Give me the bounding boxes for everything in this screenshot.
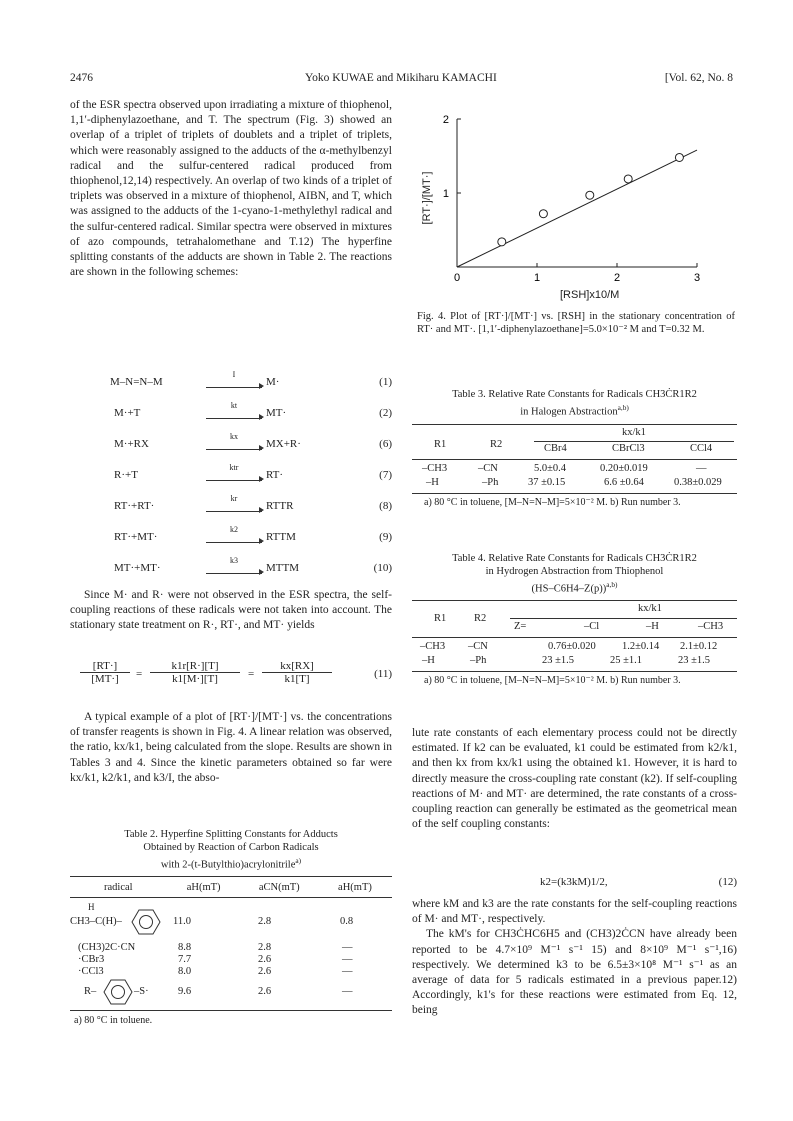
table3-note: a) 80 °C in toluene, [M–N=N–M]=5×10⁻² M. b) Run number 3.: [424, 496, 681, 508]
right-column-text-2: [412, 897, 737, 1019]
table3-cell: —: [696, 462, 707, 474]
x-tick-label: 1: [533, 272, 541, 284]
table3-body: [412, 425, 737, 503]
scheme-arrow: [206, 401, 262, 419]
table3-header: CBr4: [544, 442, 567, 454]
table2-cell: —: [342, 985, 353, 997]
scheme-arrow-label: kt: [230, 401, 238, 410]
table2-thio: –S·: [134, 985, 149, 997]
arrow-icon: [206, 441, 262, 450]
table2-caption-sup: a): [295, 856, 302, 865]
table2-radical: (CH3)2C·CN: [78, 941, 136, 953]
x-tick-label: 2: [613, 272, 621, 284]
table-2: [70, 828, 392, 1027]
table2-header: aH(mT): [338, 882, 372, 893]
scheme-lhs: RT·+MT·: [114, 531, 158, 543]
scheme-row: [110, 525, 392, 556]
table4-cell: 0.76±0.020: [548, 640, 596, 652]
scheme-row: [110, 432, 392, 463]
scheme-number: (7): [379, 469, 392, 481]
scheme-arrow-label: k3: [230, 556, 238, 565]
eq11-lhs-den: [MT·]: [91, 673, 119, 685]
table4-caption-line1: Table 4. Relative Rate Constants for Radicals CH3ĊR1R2: [452, 553, 697, 564]
table3-header-rule: [412, 459, 737, 460]
scheme-rhs: M·: [266, 376, 280, 388]
table3-header: R1: [434, 438, 447, 450]
table3-caption-sup: a,b): [617, 403, 629, 412]
table4-caption-sup: a,b): [606, 580, 618, 589]
table2-cell: —: [342, 953, 353, 965]
scheme-rhs: RTTR: [266, 500, 294, 512]
table4-cell: 1.2±0.14: [622, 640, 660, 652]
table4-cell: 25 ±1.1: [610, 654, 643, 666]
scheme-arrow-label: k2: [230, 525, 238, 534]
arrow-icon: [206, 503, 262, 512]
table2-cell: —: [342, 965, 353, 977]
table2-cell: 9.6: [178, 985, 192, 997]
table4-cell: 2.1±0.12: [680, 640, 718, 652]
table4-header: Z=: [514, 620, 527, 632]
table4-header: –Cl: [584, 620, 600, 632]
arrow-head-icon: [259, 476, 264, 482]
eq11-lhs-num: [RT·]: [92, 660, 118, 672]
scheme-number: (9): [379, 531, 392, 543]
table2-header: aCN(mT): [258, 882, 300, 893]
table3-cell: 0.38±0.029: [674, 476, 722, 488]
table3-cell: –Ph: [482, 476, 499, 488]
figure-4-plot: [412, 104, 737, 304]
table3-group-rule: [534, 441, 734, 442]
y-tick-label: 2: [442, 114, 449, 126]
y-tick-label: 1: [442, 188, 449, 200]
paragraph-esr: of the ESR spectra observed upon irradiating a mixture of thiophenol, 1,1′-diphenylazoethane, and T. The spectrum (Fig. 3) showed an overlap of a triplet of triplets of doublets and a triplet of triplets, which were reasonably assigned to the adducts of the α-methylbenzyl radical and the sulfur-centered radical produced from thiophenol,12,14) respectively. An overlap of two kinds of a triplet of triplets was observed in a mixture of thiophenol, AIBN, and T, which was assigned to the adducts of the 1-cyano-1-methylethyl radical and the sulfur-centered radical. Similar spectra were observed in mixtures of azo compounds, tetrahalomethane and T.12) The hyperfine splitting constants of the adducts are shown in Table 2. The reactions are shown in the following schemes:: [70, 99, 392, 279]
table-4: [412, 552, 737, 687]
table2-caption: [70, 828, 392, 872]
paragraph-stationary: Since M· and R· were not observed in the ESR spectra, the self-coupling reactions of these radicals were not taken into account. The stationary state treatment on R·, RT·, and MT· yields: [70, 589, 392, 632]
table4-cell: –CH3: [420, 640, 446, 652]
table4-cell: –Ph: [470, 654, 487, 666]
scheme-row: [110, 556, 392, 587]
table4-caption-line2: in Hydrogen Abstraction from Thiophenol: [485, 566, 664, 577]
table2-cell: 2.6: [258, 985, 272, 997]
figure-ylabel-wrap: [417, 148, 437, 258]
table2-caption-line1: Table 2. Hyperfine Splitting Constants for Adducts: [124, 829, 338, 840]
equation-11: [RT·] [MT·] = k1r[R·][T] k1[M·][T] = kx[RX] k1[T] (11): [80, 660, 392, 694]
scheme-arrow-label: kx: [230, 432, 238, 441]
eq12-number: (12): [718, 876, 737, 888]
scheme-lhs: R·+T: [114, 469, 138, 481]
paragraph-km: The kM's for CH3ĊHC6H5 and (CH3)2ĊCN have already been reported to be 4.7×10⁹ M⁻¹ s⁻¹ 15) and 8×10⁹ M⁻¹ s⁻¹,16) respectively. We determined k3 to be 6.5±3×10⁸ M⁻¹ s⁻¹ as an average of data for 5 radicals estimated in a previous paper.12) Accordingly, k1's for these reactions were estimated from Eq. 12, being: [412, 928, 737, 1017]
data-point: [624, 175, 632, 183]
table3-cell: –CH3: [422, 462, 448, 474]
table3-cell: 0.20±0.019: [600, 462, 648, 474]
table2-cell: 8.8: [178, 941, 192, 953]
table4-cell: –CN: [468, 640, 488, 652]
paragraph-absolute: lute rate constants of each elementary process could not be directly estimated. If k2 can be evaluated, k1 could be estimated from k2/k1, and then kx from kx/k1 using the obtained k1. However, it is hard to directly measure the cross-coupling rate constant (k2). If self-coupling reactions of M· and MT· are determined, the rate constants of a cross-coupling reaction can generally be estimated as the geometrical mean of the self coupling constants:: [412, 727, 737, 831]
arrow-head-icon: [259, 538, 264, 544]
table3-group-header: kx/k1: [622, 426, 646, 438]
table3-caption: [412, 388, 737, 419]
table-3: [412, 388, 737, 509]
benzene-ring-icon: [100, 976, 134, 1008]
scheme-row: [110, 370, 392, 401]
table3-caption-line1: Table 3. Relative Rate Constants for Radicals CH3ĊR1R2: [452, 389, 697, 400]
arrow-icon: [206, 379, 262, 388]
table4-header: –CH3: [698, 620, 724, 632]
arrow-head-icon: [259, 383, 264, 389]
table4-cell: 23 ±1.5: [542, 654, 575, 666]
arrow-head-icon: [259, 569, 264, 575]
figure-xlabel: [RSH]x10/M: [560, 289, 620, 301]
scheme-rhs: MX+R·: [266, 438, 301, 450]
table2-header: aH(mT): [186, 882, 221, 893]
page-number: 2476: [70, 72, 93, 84]
data-point: [539, 210, 547, 218]
scheme-rhs: MTTM: [266, 562, 299, 574]
scheme-arrow-label: I: [232, 370, 236, 379]
data-point: [586, 191, 594, 199]
scheme-arrow-label: kr: [230, 494, 238, 503]
scheme-row: [110, 401, 392, 432]
table4-header-rule: [412, 637, 737, 638]
table3-cell: –CN: [478, 462, 498, 474]
fit-line: [457, 150, 697, 267]
table4-cell: –H: [422, 654, 435, 666]
table4-header: –H: [646, 620, 659, 632]
table2-body: [70, 898, 392, 1018]
table2-header: radical: [104, 882, 133, 893]
scheme-row: [110, 463, 392, 494]
table2-radical: R–: [84, 985, 97, 997]
table4-note: a) 80 °C in toluene, [M–N=N–M]=5×10⁻² M. b) Run number 3.: [424, 674, 681, 686]
arrow-icon: [206, 472, 262, 481]
scheme-lhs: M·+T: [114, 407, 141, 419]
scheme-number: (6): [379, 438, 392, 450]
table2-h-label: H: [88, 901, 95, 912]
table3-header: CCl4: [690, 442, 713, 454]
journal-volume: [Vol. 62, No. 8: [664, 72, 733, 84]
arrow-head-icon: [259, 507, 264, 513]
table2-grid: [70, 879, 392, 897]
table4-cell: 23 ±1.5: [678, 654, 711, 666]
eq11-rhs-den: k1[T]: [284, 673, 310, 685]
table2-caption-line2: Obtained by Reaction of Carbon Radicals: [143, 842, 319, 853]
table2-cell: 2.8: [258, 941, 272, 953]
table3-cell: 37 ±0.15: [528, 476, 566, 488]
left-column: [70, 98, 392, 280]
benzene-ring-icon: [128, 906, 162, 938]
paragraph-where: where kM and k3 are the rate constants for the self-coupling reactions of M· and MT·, respectively.: [412, 898, 737, 926]
table2-radical: CH3–C(H)–: [70, 915, 122, 927]
table2-cell: 8.0: [178, 965, 192, 977]
scheme-arrow: [206, 370, 262, 388]
table2-radical: ·CCl3: [78, 965, 104, 977]
arrow-head-icon: [259, 445, 264, 451]
scheme-number: (1): [379, 376, 392, 388]
arrow-icon: [206, 534, 262, 543]
left-column-3: [70, 710, 392, 786]
equation-12: [412, 876, 737, 892]
table4-header: R1: [434, 612, 447, 624]
table2-cell: 2.8: [258, 915, 272, 927]
left-column-2: [70, 588, 392, 634]
eq11-number: (11): [374, 668, 392, 680]
scheme-arrow: [206, 494, 262, 512]
x-tick-label: 0: [453, 272, 461, 284]
table2-caption-line3: with 2-(t-Butylthio)acrylonitrile: [160, 859, 296, 871]
table2-cell: 0.8: [340, 915, 354, 927]
table2-cell: 11.0: [173, 915, 191, 927]
table3-cell: –H: [426, 476, 439, 488]
scheme-arrow: [206, 525, 262, 543]
scheme-rhs: RTTM: [266, 531, 296, 543]
scheme-lhs: RT·+RT·: [114, 500, 155, 512]
scheme-number: (2): [379, 407, 392, 419]
figure-ylabel: [RT·]/[MT·]: [421, 171, 433, 225]
scheme-lhs: M–N=N–M: [110, 376, 163, 388]
table2-cell: 7.7: [178, 953, 192, 965]
table4-group-header: kx/k1: [638, 602, 662, 614]
scheme-rhs: MT·: [266, 407, 287, 419]
arrow-icon: [206, 410, 262, 419]
scheme-arrow: [206, 432, 262, 450]
scheme-lhs: M·+RX: [114, 438, 149, 450]
table2-note: a) 80 °C in toluene.: [74, 1014, 153, 1026]
table2-radical: ·CBr3: [78, 953, 105, 965]
scheme-number: (8): [379, 500, 392, 512]
scheme-arrow-label: ktr: [229, 463, 239, 472]
scheme-row: [110, 494, 392, 525]
eq12-text: k2=(k3kM)1/2,: [540, 876, 608, 888]
table2-cell: 2.6: [258, 953, 272, 965]
running-authors: Yoko KUWAE and Mikiharu KAMACHI: [305, 72, 497, 84]
arrow-head-icon: [259, 414, 264, 420]
figure-caption: Fig. 4. Plot of [RT·]/[MT·] vs. [RSH] in the stationary concentration of RT· and MT·. [1,1′-diphenylazoethane]=5.0×10⁻² M and T=0.32 M.: [417, 311, 735, 335]
table2-cell: —: [342, 941, 353, 953]
table2-cell: 2.6: [258, 965, 272, 977]
paragraph-plot: A typical example of a plot of [RT·]/[MT·] vs. the concentrations of transfer reagents is shown in Fig. 4. A linear relation was observed, the ratio, kx/k1, being calculated from the slope. Results are shown in Tables 3 and 4. Since the kinetic parameters obtained so far were kx/k1, k2/k1, and k3/I, the abso-: [70, 711, 392, 784]
table3-header: CBrCl3: [612, 442, 645, 454]
table4-caption: [412, 552, 737, 596]
table4-header: R2: [474, 612, 487, 624]
table4-caption-line3: (HS–C6H4–Z(p)): [531, 583, 607, 595]
data-point: [675, 153, 683, 161]
scheme-arrow: [206, 463, 262, 481]
table4-group-rule: [510, 618, 737, 619]
scheme-rhs: RT·: [266, 469, 284, 481]
table3-cell: 5.0±0.4: [534, 462, 567, 474]
arrow-icon: [206, 565, 262, 574]
eq11-rhs-num: kx[RX]: [280, 660, 314, 672]
scheme-number: (10): [373, 562, 392, 574]
eq11-mid-den: k1[M·][T]: [172, 673, 218, 685]
table3-cell: 6.6 ±0.64: [604, 476, 644, 488]
eq11-mid-num: k1r[R·][T]: [171, 660, 219, 672]
scheme-lhs: MT·+MT·: [114, 562, 161, 574]
right-column-text: [412, 726, 737, 832]
table3-header: R2: [490, 438, 503, 450]
reaction-schemes: [110, 370, 392, 587]
table4-body: [412, 601, 737, 681]
data-point: [498, 238, 506, 246]
x-tick-label: 3: [693, 272, 701, 284]
scheme-arrow: [206, 556, 262, 574]
table3-caption-line2: in Halogen Abstraction: [520, 406, 618, 418]
